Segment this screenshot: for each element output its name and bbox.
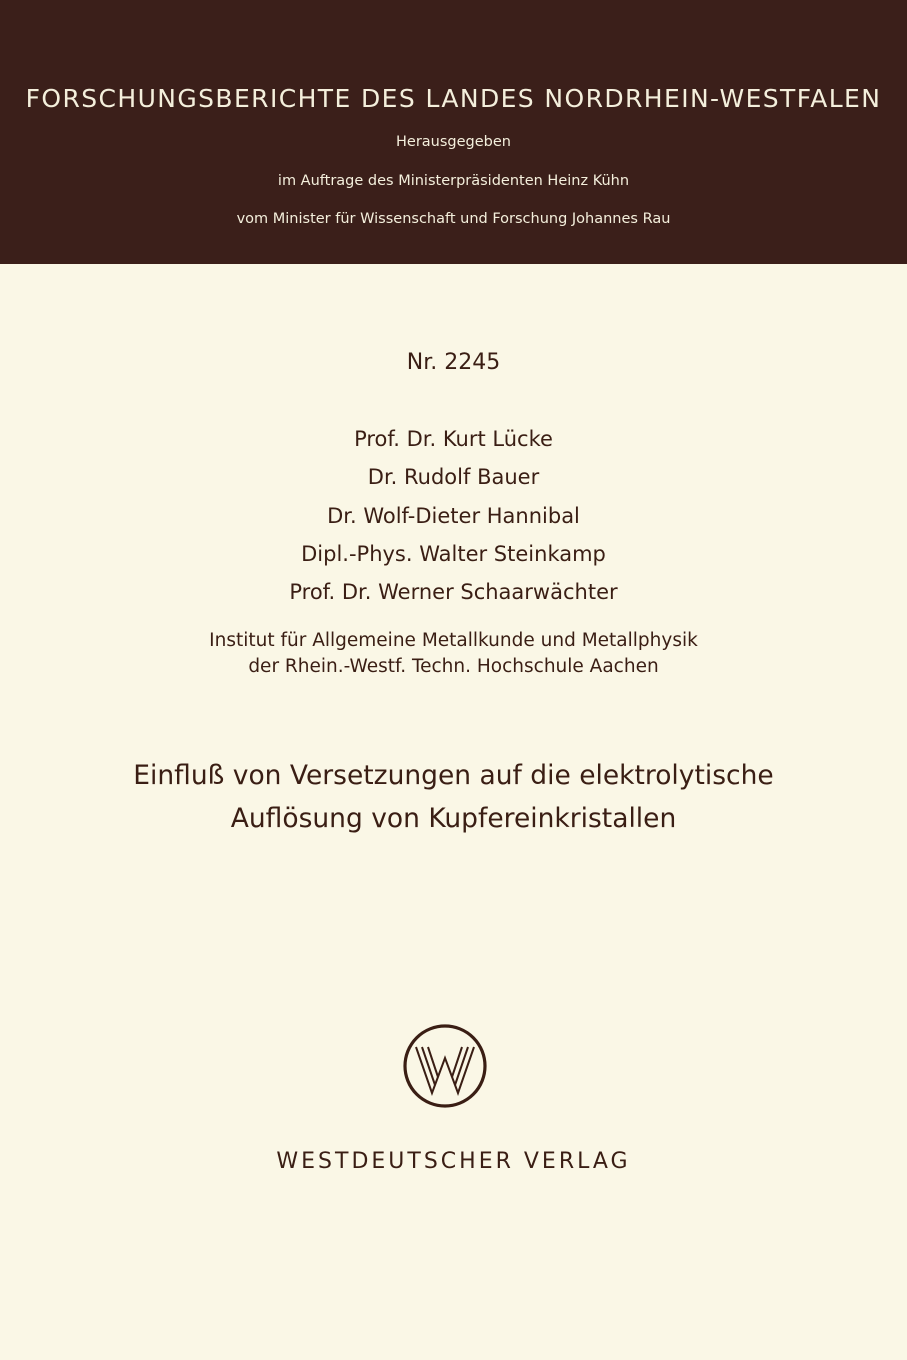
author-name: Dr. Wolf-Dieter Hannibal	[327, 504, 580, 528]
book-title-line: Einfluß von Versetzungen auf die elektrolytische	[133, 760, 774, 791]
series-title: FORSCHUNGSBERICHTE DES LANDES NORDRHEIN-WESTFALEN	[25, 84, 882, 113]
publisher-name: WESTDEUTSCHER VERLAG	[276, 1149, 631, 1174]
author-name: Dipl.-Phys. Walter Steinkamp	[301, 542, 606, 566]
minister-line: vom Minister für Wissenschaft und Forschung Johannes Rau	[236, 211, 671, 227]
author-name: Prof. Dr. Kurt Lücke	[354, 427, 553, 451]
publisher-logo-icon	[402, 1023, 488, 1109]
series-header-band	[0, 0, 907, 264]
institute-line: Institut für Allgemeine Metallkunde und Metallphysik	[209, 630, 698, 651]
commission-line: im Auftrage des Ministerpräsidenten Heinz Kühn	[277, 173, 630, 189]
book-title-line: Auflösung von Kupfereinkristallen	[230, 803, 677, 834]
institute-line: der Rhein.-Westf. Techn. Hochschule Aachen	[248, 656, 659, 677]
report-number: Nr. 2245	[406, 350, 501, 375]
author-name: Dr. Rudolf Bauer	[367, 465, 540, 489]
edited-by-line: Herausgegeben	[396, 134, 511, 150]
author-name: Prof. Dr. Werner Schaarwächter	[289, 580, 618, 604]
